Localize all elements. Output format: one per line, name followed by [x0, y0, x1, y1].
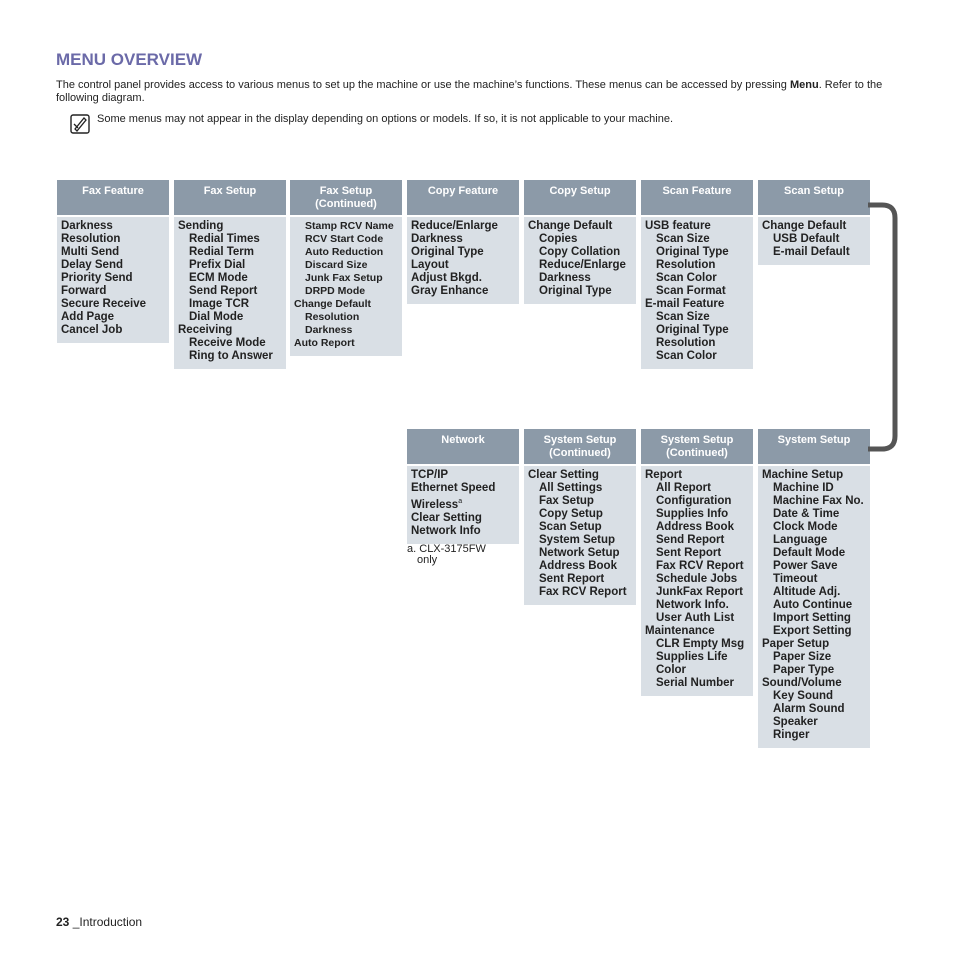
menu-item	[528, 573, 632, 586]
menu-item-label: DRPD Mode	[305, 285, 366, 297]
menu-item-label: Ringer	[773, 729, 810, 741]
menu-header	[57, 180, 169, 215]
menu-item-label: E-mail Feature	[645, 298, 725, 310]
menu-title: Fax Setup	[319, 185, 373, 197]
menu-item-label: Delay Send	[61, 259, 123, 271]
menu-item-label: Paper Size	[773, 651, 832, 663]
menu-item	[178, 220, 282, 233]
menu-item-label: Scan Size	[656, 311, 710, 323]
menu-item-label: Ring to Answer	[189, 350, 273, 362]
menu-item-label: Supplies Info	[656, 508, 729, 520]
menu-item-label: USB feature	[645, 220, 711, 232]
menu-item	[645, 259, 749, 272]
menu-item	[528, 220, 632, 233]
menu-item	[178, 285, 282, 298]
menu-item	[411, 259, 515, 272]
menu-item-label: Machine ID	[773, 482, 834, 494]
menu-item-label: Auto Continue	[773, 599, 853, 611]
menu-item	[294, 285, 398, 298]
menu-title: Copy Feature	[427, 185, 499, 197]
menu-item-label: RCV Start Code	[305, 233, 384, 245]
menu-item-label: Reduce/Enlarge	[539, 259, 626, 271]
page-title: MENU OVERVIEW	[56, 50, 203, 69]
menu-item	[528, 482, 632, 495]
menu-item	[645, 233, 749, 246]
section-name: _Introduction	[72, 915, 143, 929]
menu-item	[61, 246, 165, 259]
menu-item	[411, 285, 515, 298]
menu-item	[61, 272, 165, 285]
menu-item-label: Redial Term	[189, 246, 254, 258]
menu-item-label: Add Page	[61, 311, 115, 323]
menu-title: Copy Setup	[549, 185, 611, 197]
menu-item	[178, 350, 282, 363]
menu-item	[61, 233, 165, 246]
menu-item-label: Reduce/Enlarge	[411, 220, 498, 232]
menu-item	[411, 512, 515, 525]
menu-item	[61, 324, 165, 337]
menu-item	[645, 560, 749, 573]
menu-copy-setup	[524, 180, 636, 304]
menu-item-label: Secure Receive	[61, 298, 147, 310]
menu-item	[645, 246, 749, 259]
menu-item-label: Scan Size	[656, 233, 710, 245]
menu-item-label: Machine Fax No.	[773, 495, 864, 507]
menu-item	[294, 337, 398, 350]
menu-item-label: Receive Mode	[189, 337, 266, 349]
menu-item	[762, 612, 866, 625]
menu-item-label: Wireless	[411, 498, 459, 511]
menu-item-label: Report	[645, 469, 683, 481]
menu-item	[61, 285, 165, 298]
menu-item-label: Multi Send	[61, 246, 120, 258]
menu-items	[57, 217, 169, 343]
menu-item	[411, 495, 515, 512]
menu-items	[758, 466, 870, 748]
menu-header	[174, 180, 286, 215]
menu-item-label: Darkness	[411, 233, 463, 245]
menu-item-label: Resolution	[656, 259, 716, 271]
menu-item	[294, 324, 398, 337]
menu-items	[407, 466, 519, 544]
menu-items	[407, 217, 519, 304]
menu-item-label: Power Save	[773, 560, 838, 572]
page-number: 23	[56, 915, 70, 929]
menu-title: Scan Feature	[662, 185, 732, 197]
menu-item	[645, 350, 749, 363]
menu-item	[61, 259, 165, 272]
menu-item	[294, 298, 398, 311]
note-text: Some menus may not appear in the display depending on options or models. If so, it is not applicable to your machine.	[97, 113, 674, 125]
menu-item-label: Schedule Jobs	[656, 573, 738, 585]
menu-item	[645, 573, 749, 586]
menu-item	[411, 482, 515, 495]
menu-item-label: Original Type	[411, 246, 484, 258]
menu-item-label: Original Type	[656, 324, 729, 336]
menu-item	[645, 469, 749, 482]
menu-item	[645, 599, 749, 612]
menu-item	[762, 508, 866, 521]
menu-item-label: Change Default	[762, 220, 847, 232]
menu-item	[528, 272, 632, 285]
menu-item-label: Serial Number	[656, 677, 734, 689]
menu-item	[178, 246, 282, 259]
menu-item	[645, 521, 749, 534]
menu-item-label: Ethernet Speed	[411, 482, 496, 494]
menu-item	[645, 534, 749, 547]
menu-item	[294, 233, 398, 246]
menu-item	[762, 677, 866, 690]
intro-text-end: . Refer to the following diagram.	[56, 79, 883, 104]
menu-item	[294, 246, 398, 259]
menu-item	[294, 259, 398, 272]
menu-item	[762, 729, 866, 742]
menu-item	[645, 586, 749, 599]
menu-item	[528, 233, 632, 246]
menu-item-label: Network Info.	[656, 599, 729, 611]
menu-header	[758, 180, 870, 215]
menu-item	[178, 233, 282, 246]
menu-title: Fax Feature	[82, 185, 144, 197]
menu-item-label: JunkFax Report	[656, 586, 743, 598]
menu-item	[528, 259, 632, 272]
menu-item-label: Layout	[411, 259, 449, 271]
footnote-line-2: only	[417, 554, 438, 566]
menu-items	[524, 466, 636, 605]
footnote	[407, 544, 486, 566]
menu-item	[762, 482, 866, 495]
menu-item-label: Import Setting	[773, 612, 851, 624]
menu-item-label: Darkness	[539, 272, 591, 284]
menu-item-label: Scan Color	[656, 272, 717, 284]
menu-subtitle: (Continued)	[315, 197, 377, 210]
menu-item	[411, 469, 515, 482]
menu-item-label: Clear Setting	[411, 511, 482, 524]
note-pencil-icon	[70, 114, 90, 134]
menu-items	[758, 217, 870, 265]
menu-item	[528, 508, 632, 521]
menu-item	[762, 703, 866, 716]
menu-item-label: Resolution	[61, 233, 121, 245]
menu-item	[762, 586, 866, 599]
menu-item-label: Language	[773, 534, 828, 546]
menu-item-label: Original Type	[539, 285, 612, 297]
menu-item-label: Key Sound	[773, 690, 834, 702]
menu-item	[762, 573, 866, 586]
menu-fax-setup	[174, 180, 286, 369]
menu-item	[178, 337, 282, 350]
menu-items	[641, 217, 753, 369]
menu-item-label: Prefix Dial	[189, 259, 246, 271]
menu-item-label: Altitude Adj.	[773, 586, 841, 598]
menu-item	[528, 521, 632, 534]
menu-item-label: Original Type	[656, 246, 729, 258]
menu-item	[645, 311, 749, 324]
menu-item	[528, 285, 632, 298]
menu-item-label: Date & Time	[773, 508, 840, 520]
intro-menu-keyword: Menu	[789, 79, 819, 91]
menu-item	[762, 233, 866, 246]
menu-item-label: Cancel Job	[61, 324, 123, 336]
menu-item-label: CLR Empty Msg	[656, 638, 745, 650]
menu-item-label: Clock Mode	[773, 521, 838, 533]
menu-item-label: Sent Report	[656, 547, 722, 559]
menu-item	[762, 716, 866, 729]
menu-item-label: Send Report	[656, 534, 725, 546]
intro-text-start: The control panel provides access to various menus to set up the machine or use the machine’s functions. These menus can be accessed by pressing	[56, 79, 790, 91]
menu-item-label: Default Mode	[773, 547, 846, 559]
menu-item	[528, 246, 632, 259]
menu-item-label: Sent Report	[539, 573, 605, 585]
menu-header	[407, 429, 519, 464]
menu-item	[762, 547, 866, 560]
menu-header	[758, 429, 870, 464]
menu-item	[645, 664, 749, 677]
menu-header	[290, 180, 402, 215]
menu-item-label: Copy Collation	[539, 246, 621, 258]
menu-item-label: Image TCR	[189, 298, 250, 310]
menu-fax-setup-continued	[290, 180, 402, 356]
menu-item	[645, 651, 749, 664]
menu-item	[762, 469, 866, 482]
menu-item	[61, 298, 165, 311]
menu-scan-setup	[758, 180, 870, 265]
menu-network	[407, 429, 519, 544]
menu-item	[528, 586, 632, 599]
menu-item-label: Paper Type	[773, 664, 835, 676]
menu-header	[641, 429, 753, 464]
menu-copy-feature	[407, 180, 519, 304]
menu-item-label: Auto Reduction	[305, 246, 384, 258]
menu-header	[407, 180, 519, 215]
menu-item-label: Network Setup	[539, 547, 620, 559]
menu-item-label: TCP/IP	[411, 469, 449, 481]
menu-title: System Setup	[777, 434, 851, 446]
menu-item-label: Maintenance	[645, 625, 715, 637]
menu-item	[645, 220, 749, 233]
menu-item	[645, 638, 749, 651]
menu-item-label: Speaker	[773, 716, 818, 728]
menu-item	[762, 651, 866, 664]
menu-item	[762, 560, 866, 573]
menu-item-label: Resolution	[656, 337, 716, 349]
menu-fax-feature	[57, 180, 169, 343]
menu-item	[528, 547, 632, 560]
menu-item-label: System Setup	[539, 534, 616, 546]
menu-item-label: Timeout	[773, 573, 818, 585]
menu-item-label: Adjust Bkgd.	[411, 272, 482, 284]
menu-header	[524, 429, 636, 464]
menu-item	[294, 220, 398, 233]
menu-items	[174, 217, 286, 369]
menu-item	[528, 560, 632, 573]
menu-subtitle: (Continued)	[666, 446, 728, 459]
menu-title: Scan Setup	[784, 185, 844, 197]
menu-item	[645, 677, 749, 690]
menu-item-label: Gray Enhance	[411, 285, 489, 297]
menu-item	[762, 495, 866, 508]
menu-item	[528, 534, 632, 547]
menu-item	[645, 625, 749, 638]
menu-item	[762, 534, 866, 547]
menu-items	[641, 466, 753, 696]
menu-item	[762, 599, 866, 612]
page-footer	[56, 915, 142, 929]
menu-subtitle: (Continued)	[549, 446, 611, 459]
menu-header	[524, 180, 636, 215]
menu-item	[762, 625, 866, 638]
menu-item	[645, 612, 749, 625]
menu-item-label: Alarm Sound	[773, 703, 845, 715]
menu-item-label: Darkness	[305, 324, 353, 336]
menu-item	[645, 547, 749, 560]
menu-item-label: Configuration	[656, 495, 732, 507]
menu-item-label: Fax RCV Report	[539, 586, 627, 598]
menu-item-label: E-mail Default	[773, 246, 850, 258]
menu-item	[61, 311, 165, 324]
menu-item	[411, 220, 515, 233]
menu-item-label: Send Report	[189, 285, 258, 297]
menu-item-label: All Report	[656, 482, 711, 494]
menu-item-label: USB Default	[773, 233, 840, 245]
menu-item	[645, 508, 749, 521]
menu-item-label: Discard Size	[305, 259, 368, 271]
menu-item-label: Machine Setup	[762, 469, 844, 481]
menu-item	[645, 337, 749, 350]
menu-scan-feature	[641, 180, 753, 369]
menu-item	[762, 690, 866, 703]
menu-item	[411, 233, 515, 246]
menu-item-label: Priority Send	[61, 272, 133, 284]
menu-item	[762, 638, 866, 651]
menu-item-label: Network Info	[411, 524, 481, 537]
menu-item-label: Scan Color	[656, 350, 717, 362]
menu-title: Fax Setup	[203, 185, 257, 197]
menu-item	[762, 664, 866, 677]
menu-items	[290, 217, 402, 356]
menu-item-label: Scan Setup	[539, 521, 602, 533]
menu-item	[411, 525, 515, 538]
menu-item	[411, 272, 515, 285]
menu-item	[178, 259, 282, 272]
menu-item-label: Receiving	[178, 324, 233, 336]
menu-item-label: Dial Mode	[189, 311, 244, 323]
menu-system-setup	[758, 429, 870, 748]
footnote-superscript: a	[458, 498, 463, 505]
menu-item-label: Change Default	[528, 220, 613, 232]
menu-item-label: Copies	[539, 233, 578, 245]
menu-item-label: ECM Mode	[189, 272, 248, 284]
menu-item-label: Copy Setup	[539, 508, 603, 520]
menu-item	[645, 482, 749, 495]
flow-connector	[862, 200, 902, 458]
menu-item-label: Resolution	[305, 311, 360, 323]
menu-item	[762, 521, 866, 534]
menu-item	[762, 246, 866, 259]
menu-item	[178, 311, 282, 324]
menu-item-label: Auto Report	[294, 337, 355, 349]
menu-item	[61, 220, 165, 233]
menu-item-label: Scan Format	[656, 285, 726, 297]
menu-item	[178, 324, 282, 337]
menu-item-label: Fax Setup	[539, 495, 594, 507]
menu-item	[645, 495, 749, 508]
menu-item-label: All Settings	[539, 482, 603, 494]
menu-item-label: Paper Setup	[762, 638, 830, 650]
menu-item-label: Sending	[178, 220, 224, 232]
menu-item-label: Darkness	[61, 220, 113, 232]
menu-header	[641, 180, 753, 215]
menu-item	[178, 272, 282, 285]
menu-item	[645, 298, 749, 311]
menu-item-label: Sound/Volume	[762, 677, 842, 689]
menu-title: System Setup	[660, 434, 734, 446]
menu-item-label: Change Default	[294, 298, 372, 310]
menu-system-setup-continued-1	[524, 429, 636, 605]
menu-items	[524, 217, 636, 304]
menu-item	[528, 495, 632, 508]
menu-item-label: Supplies Life	[656, 651, 728, 663]
menu-item-label: Color	[656, 664, 687, 676]
menu-system-setup-continued-2	[641, 429, 753, 696]
menu-title: System Setup	[543, 434, 617, 446]
menu-item	[645, 324, 749, 337]
menu-item	[528, 469, 632, 482]
menu-item	[762, 220, 866, 233]
menu-item	[178, 298, 282, 311]
menu-item	[411, 246, 515, 259]
menu-item	[294, 272, 398, 285]
intro-paragraph	[56, 79, 916, 105]
menu-item	[294, 311, 398, 324]
menu-item-label: Clear Setting	[528, 469, 599, 481]
footnote-marker: a.	[407, 543, 417, 555]
menu-item-label: Stamp RCV Name	[305, 220, 394, 232]
menu-item-label: Address Book	[656, 521, 734, 533]
footnote-model: CLX-3175FW	[419, 543, 486, 555]
menu-item-label: Redial Times	[189, 233, 260, 245]
menu-title: Network	[441, 434, 485, 446]
menu-item-label: User Auth List	[656, 612, 735, 624]
menu-item	[645, 285, 749, 298]
menu-item-label: Export Setting	[773, 625, 852, 637]
menu-item-label: Junk Fax Setup	[305, 272, 383, 284]
menu-item	[645, 272, 749, 285]
menu-item-label: Address Book	[539, 560, 617, 572]
menu-item-label: Fax RCV Report	[656, 560, 744, 572]
menu-item-label: Forward	[61, 285, 107, 297]
